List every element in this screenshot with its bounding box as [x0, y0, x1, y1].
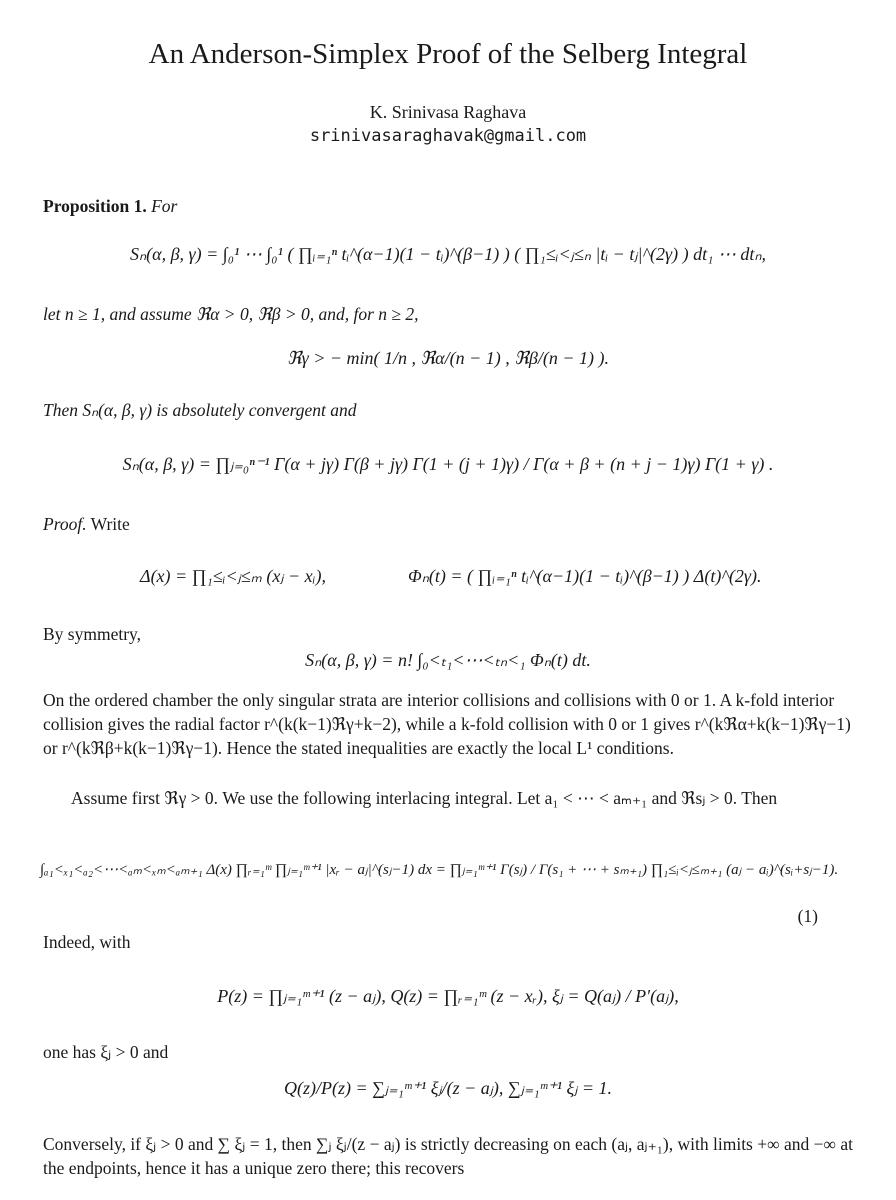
equation-vandermonde: Δ(x) = ∏₁≤ᵢ<ⱼ≤ₘ (xⱼ − xᵢ),	[140, 566, 326, 586]
proof-one-has: one has ξⱼ > 0 and	[43, 1042, 169, 1062]
proposition-heading	[43, 194, 865, 218]
equation-selberg-integral: Sₙ(α, β, γ) = ∫₀¹ ⋯ ∫₀¹ ( ∏ᵢ₌₁ⁿ tᵢ^(α−1)(1 − tᵢ)^(β−1) ) ( ∏₁≤ᵢ<ⱼ≤ₙ |tᵢ − tⱼ|^(2γ) ) dt₁ ⋯ dtₙ,	[129, 244, 767, 264]
proposition-lead: For	[151, 196, 178, 216]
proof-paragraph-converse: Conversely, if ξⱼ > 0 and ∑ ξⱼ = 1, then ∑ⱼ ξⱼ/(z − aⱼ) is strictly decreasing on each (aⱼ, aⱼ₊₁), with limits +∞ and −∞ at the endpoints, hence it has a unique zero there; this recovers	[43, 1134, 853, 1178]
equation-gamma-condition: ℜγ > − min( 1/n , ℜα/(n − 1) , ℜβ/(n − 1) ).	[286, 348, 609, 368]
equation-partial-fractions: Q(z)/P(z) = ∑ⱼ₌₁ᵐ⁺¹ ξⱼ/(z − aⱼ), ∑ⱼ₌₁ᵐ⁺¹ ξⱼ = 1.	[283, 1078, 613, 1098]
proof-label: Proof.	[43, 514, 87, 534]
equation-interlacing-integral: ∫ₐ₁<ₓ₁<ₐ₂<⋯<ₐₘ<ₓₘ<ₐₘ₊₁ Δ(x) ∏ᵣ₌₁ᵐ ∏ⱼ₌₁ᵐ⁺¹ |xᵣ − aⱼ|^(sⱼ−1) dx = ∏ⱼ₌₁ᵐ⁺¹ Γ(sⱼ) / Γ(s₁ + ⋯ + sₘ₊₁) ∏₁≤ᵢ<ⱼ≤ₘ₊₁ (aⱼ − aᵢ)^(sᵢ+sⱼ−1).	[40, 862, 839, 878]
proof-symmetry: By symmetry,	[43, 624, 142, 644]
proposition-label: Proposition 1.	[43, 196, 147, 216]
proof-paragraph-strata: On the ordered chamber the only singular strata are interior collisions and collisions with 0 or 1. A k-fold interior collision gives the radial factor r^(k(k−1)ℜγ+k−2), while a k-fold collision with 0 or 1 gives r^(kℜα+k(k−1)ℜγ−1) or r^(kℜβ+k(k−1)ℜγ−1). Hence the stated inequalities are exactly the local L¹ conditions.	[43, 690, 851, 758]
author-name: K. Srinivasa Raghava	[369, 102, 527, 122]
proof-heading	[43, 512, 865, 536]
equation-symmetry: Sₙ(α, β, γ) = n! ∫₀<ₜ₁<⋯<ₜₙ<₁ Φₙ(t) dt.	[305, 650, 591, 670]
equation-pq-definitions: P(z) = ∏ⱼ₌₁ᵐ⁺¹ (z − aⱼ), Q(z) = ∏ᵣ₌₁ᵐ (z − xᵣ), ξⱼ = Q(aⱼ) / P′(aⱼ),	[217, 986, 679, 1006]
author-email: srinivasaraghavak@gmail.com	[309, 126, 587, 146]
equation-selberg-product: Sₙ(α, β, γ) = ∏ⱼ₌₀ⁿ⁻¹ Γ(α + jγ) Γ(β + jγ) Γ(1 + (j + 1)γ) / Γ(α + β + (n + j − 1)γ) Γ(1 + γ) .	[122, 454, 774, 474]
proof-paragraph-interlacing: Assume first ℜγ > 0. We use the following interlacing integral. Let a₁ < ⋯ < aₘ₊₁ and ℜsⱼ > 0. Then	[71, 788, 778, 808]
paper-title: An Anderson-Simplex Proof of the Selberg Integral	[148, 38, 748, 70]
proposition-conclusion: Then Sₙ(α, β, γ) is absolutely convergent and	[43, 400, 357, 420]
proposition-assumption: let n ≥ 1, and assume ℜα > 0, ℜβ > 0, and, for n ≥ 2,	[43, 304, 419, 324]
proof-write: Write	[90, 514, 130, 534]
proof-indeed: Indeed, with	[43, 932, 131, 952]
equation-number-1: (1)	[797, 906, 818, 926]
equation-phi: Φₙ(t) = ( ∏ᵢ₌₁ⁿ tᵢ^(α−1)(1 − tᵢ)^(β−1) ) Δ(t)^(2γ).	[408, 566, 762, 586]
